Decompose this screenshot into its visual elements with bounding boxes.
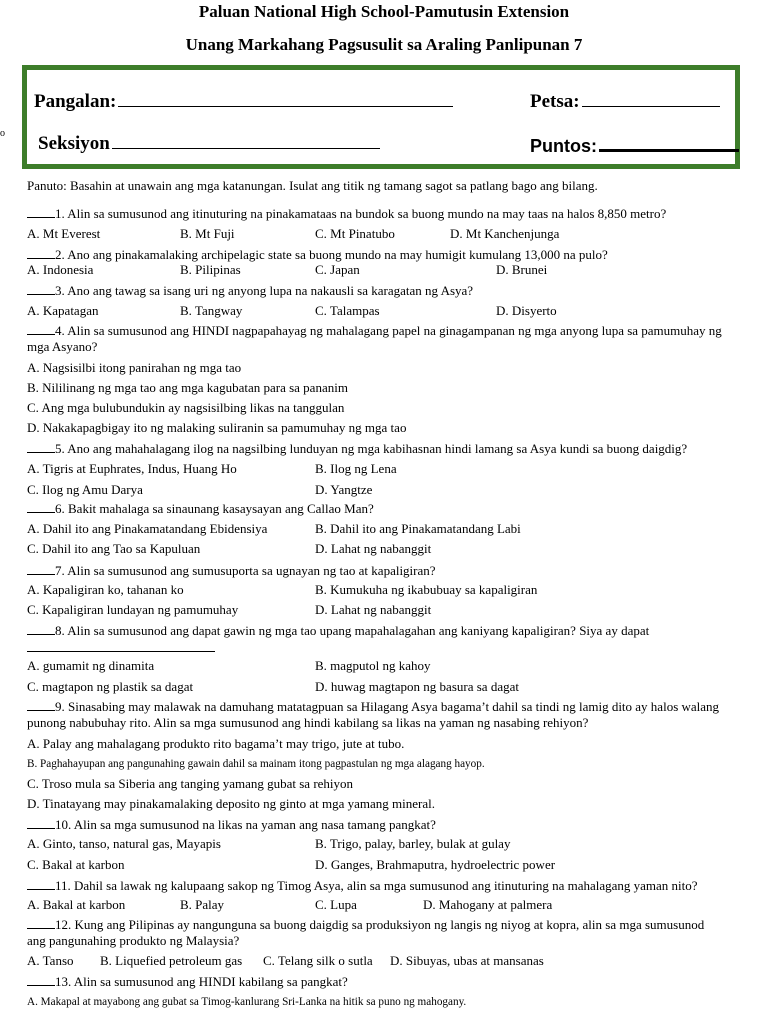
answer-blank-5[interactable] — [27, 440, 55, 453]
q11-choice-a: A. Bakal at karbon — [27, 897, 126, 912]
exam-title: Unang Markahang Pagsusulit sa Araling Panlipunan 7 — [185, 35, 583, 54]
q12-choice-c: C. Telang silk o sutla — [263, 953, 373, 968]
score-label: Puntos: — [530, 136, 597, 156]
q10-choice-a: A. Ginto, tanso, natural gas, Mayapis — [27, 836, 221, 851]
q5-choice-c: C. Ilog ng Amu Darya — [27, 482, 143, 497]
q3-choice-a: A. Kapatagan — [27, 303, 99, 318]
q8-choice-a: A. gumamit ng dinamita — [27, 658, 155, 673]
q3-choice-b: B. Tangway — [180, 303, 243, 318]
q5-choice-b: B. Ilog ng Lena — [315, 461, 397, 476]
answer-blank-3[interactable] — [27, 282, 55, 295]
q7-choice-d: D. Lahat ng nabanggit — [315, 602, 432, 617]
q2-choice-d: D. Brunei — [496, 262, 548, 277]
q3-choice-c: C. Talampas — [315, 303, 380, 318]
answer-blank-8[interactable] — [27, 622, 55, 635]
answer-blank-7[interactable] — [27, 562, 55, 575]
margin-mark: o — [0, 128, 5, 139]
answer-blank-11[interactable] — [27, 877, 55, 890]
q10-choice-b: B. Trigo, palay, barley, bulak at gulay — [315, 836, 511, 851]
q9-choice-b: B. Paghahayupan ang pangunahing gawain dahil sa mainam itong pagpastulan ng mga alagang hayop. — [27, 758, 485, 770]
question-11: 11. Dahil sa lawak ng kalupaang sakop ng Timog Asya, alin sa mga sumusunod ang itinuturing na mahalagang yaman nito? — [27, 877, 698, 894]
q6-choice-c: C. Dahil ito ang Tao sa Kapuluan — [27, 541, 201, 556]
answer-blank-2[interactable] — [27, 246, 55, 259]
q11-choice-b: B. Palay — [180, 897, 225, 912]
question-5: 5. Ano ang mahahalagang ilog na nagsilbing lunduyan ng mga kabihasnan hindi lamang sa Asya kundi sa buong daigdig? — [27, 440, 687, 457]
q9-choice-a: A. Palay ang mahalagang produkto rito bagama’t may trigo, jute at tubo. — [27, 736, 405, 751]
answer-blank-6[interactable] — [27, 500, 55, 513]
q5-choice-d: D. Yangtze — [315, 482, 373, 497]
instructions: Panuto: Basahin at unawain ang mga katanungan. Isulat ang titik ng tamang sagot sa patlang bago ang bilang. — [27, 178, 598, 193]
q7-choice-c: C. Kapaligiran lundayan ng pamumuhay — [27, 602, 239, 617]
q9-choice-d: D. Tinatayang may pinakamalaking deposito ng ginto at mga yamang mineral. — [27, 796, 435, 811]
q7-choice-a: A. Kapaligiran ko, tahanan ko — [27, 582, 184, 597]
q8-choice-b: B. magputol ng kahoy — [315, 658, 431, 673]
school-name: Paluan National High School-Pamutusin Extension — [198, 2, 570, 21]
question-3: 3. Ano ang tawag sa isang uri ng anyong lupa na nakausli sa karagatan ng Asya? — [27, 282, 473, 299]
name-field[interactable] — [34, 88, 453, 113]
q10-choice-d: D. Ganges, Brahmaputra, hydroelectric power — [315, 857, 556, 872]
q1-choice-b: B. Mt Fuji — [180, 226, 235, 241]
q3-choice-d: D. Disyerto — [496, 303, 557, 318]
q10-choice-c: C. Bakal at karbon — [27, 857, 125, 872]
q8-choice-c: C. magtapon ng plastik sa dagat — [27, 679, 194, 694]
q11-choice-d: D. Mahogany at palmera — [423, 897, 553, 912]
date-label: Petsa: — [530, 91, 580, 112]
question-8: 8. Alin sa sumusunod ang dapat gawin ng mga tao upang mapahalagahan ang kaniyang kapaligiran? Siya ay dapat — [27, 622, 649, 639]
question-4: 4. Alin sa sumusunod ang HINDI nagpapahayag ng mahalagang papel na ginagampanan ng mga anyong lupa sa pamumuhay ng — [27, 322, 722, 339]
q12-choice-b: B. Liquefied petroleum gas — [100, 953, 243, 968]
section-blank[interactable] — [112, 130, 380, 149]
q13-choice-a: A. Makapal at mayabong ang gubat sa Timog-kanlurang Sri-Lanka na hitik sa puno ng mahogany. — [27, 996, 467, 1008]
q12-choice-d: D. Sibuyas, ubas at mansanas — [390, 953, 544, 968]
section-label: Seksiyon — [38, 133, 110, 154]
date-field[interactable] — [530, 88, 720, 113]
answer-blank-12[interactable] — [27, 916, 55, 929]
q11-choice-c: C. Lupa — [315, 897, 357, 912]
date-blank[interactable] — [582, 88, 720, 107]
section-field[interactable] — [38, 130, 380, 155]
q5-choice-a: A. Tigris at Euphrates, Indus, Huang Ho — [27, 461, 237, 476]
answer-blank-4[interactable] — [27, 322, 55, 335]
question-2: 2. Ano ang pinakamalaking archipelagic state sa buong mundo na may humigit kumulang 13,000 na pulo? — [27, 246, 608, 263]
q4-choice-c: C. Ang mga bulubundukin ay nagsisilbing likas na tanggulan — [27, 400, 345, 415]
question-4-cont: mga Asyano? — [27, 339, 98, 354]
question-12-cont: ang pangunahing produkto ng Malaysia? — [27, 933, 240, 948]
question-12: 12. Kung ang Pilipinas ay nangunguna sa buong daigdig sa produksiyon ng langis ng niyog at kopra, alin sa mga sumusunod — [27, 916, 704, 933]
q2-choice-c: C. Japan — [315, 262, 360, 277]
name-label: Pangalan: — [34, 91, 117, 112]
question-1: 1. Alin sa sumusunod ang itinuturing na pinakamataas na bundok sa buong mundo na may taas na halos 8,850 metro? — [27, 205, 666, 222]
q6-choice-a: A. Dahil ito ang Pinakamatandang Ebidensiya — [27, 521, 268, 536]
q2-choice-a: A. Indonesia — [27, 262, 94, 277]
q1-choice-c: C. Mt Pinatubo — [315, 226, 395, 241]
question-9: 9. Sinasabing may malawak na damuhang matatagpuan sa Hilagang Asya bagama’t dahil sa tindi ng lamig dito ay halos walang — [27, 698, 719, 715]
q7-choice-b: B. Kumukuha ng ikabubuay sa kapaligiran — [315, 582, 538, 597]
question-7: 7. Alin sa sumusunod ang sumusuporta sa ugnayan ng tao at kapaligiran? — [27, 562, 436, 579]
name-blank[interactable] — [118, 88, 453, 107]
score-field[interactable] — [530, 131, 739, 157]
q4-choice-a: A. Nagsisilbi itong panirahan ng mga tao — [27, 360, 242, 375]
answer-blank-13[interactable] — [27, 973, 55, 986]
question-9-cont: punong nabubuhay rito. Alin sa mga sumusunod ang hindi kabilang sa likas na yaman ng nasabing rehiyon? — [27, 715, 589, 730]
q1-choice-d: D. Mt Kanchenjunga — [450, 226, 560, 241]
q4-choice-b: B. Nililinang ng mga tao ang mga kagubatan para sa pananim — [27, 380, 348, 395]
answer-blank-1[interactable] — [27, 205, 55, 218]
q1-choice-a: A. Mt Everest — [27, 226, 101, 241]
q8-fill-blank[interactable] — [27, 651, 215, 652]
q6-choice-d: D. Lahat ng nabanggit — [315, 541, 432, 556]
question-6: 6. Bakit mahalaga sa sinaunang kasaysayan ang Callao Man? — [27, 500, 374, 517]
q9-choice-c: C. Troso mula sa Siberia ang tanging yamang gubat sa rehiyon — [27, 776, 354, 791]
q8-choice-d: D. huwag magtapon ng basura sa dagat — [315, 679, 519, 694]
question-10: 10. Alin sa mga sumusunod na likas na yaman ang nasa tamang pangkat? — [27, 816, 436, 833]
score-blank[interactable] — [599, 131, 739, 152]
question-13: 13. Alin sa sumusunod ang HINDI kabilang sa pangkat? — [27, 973, 348, 990]
answer-blank-10[interactable] — [27, 816, 55, 829]
q12-choice-a: A. Tanso — [27, 953, 74, 968]
q2-choice-b: B. Pilipinas — [180, 262, 241, 277]
answer-blank-9[interactable] — [27, 698, 55, 711]
q4-choice-d: D. Nakakapagbigay ito ng malaking suliranin sa pamumuhay ng mga tao — [27, 420, 407, 435]
q6-choice-b: B. Dahil ito ang Pinakamatandang Labi — [315, 521, 521, 536]
